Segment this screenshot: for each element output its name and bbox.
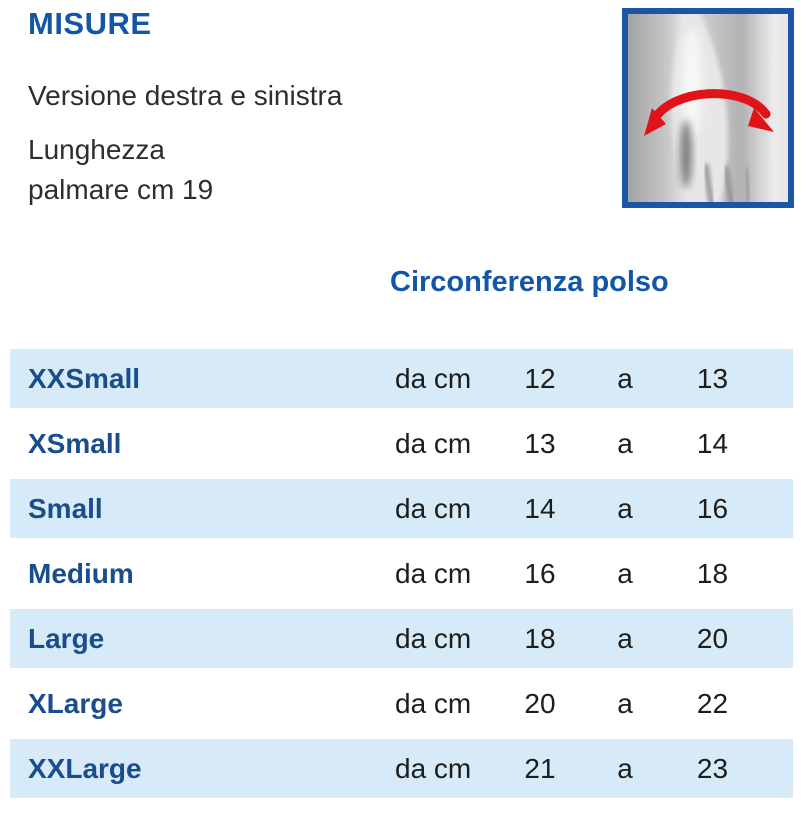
size-label: Small xyxy=(28,492,103,524)
palm-length-line2: palmare cm 19 xyxy=(28,174,214,205)
range-from: 21 xyxy=(524,752,556,784)
hand-wrist-illustration xyxy=(628,14,788,202)
size-label: Large xyxy=(28,622,105,654)
table-row-small xyxy=(10,479,793,538)
range-separator: a xyxy=(617,557,633,589)
table-row-xsmall xyxy=(10,414,793,473)
range-prefix: da cm xyxy=(395,362,472,394)
page-title: MISURE xyxy=(28,6,152,41)
range-from: 14 xyxy=(524,492,556,524)
range-prefix: da cm xyxy=(395,752,472,784)
size-label: XXLarge xyxy=(28,752,142,784)
range-from: 18 xyxy=(524,622,556,654)
size-label: XXSmall xyxy=(28,362,141,394)
range-from: 16 xyxy=(524,557,556,589)
palm-length-line1: Lunghezza xyxy=(28,134,166,165)
range-to: 14 xyxy=(696,427,729,459)
size-label: Medium xyxy=(28,557,134,589)
table-row-xxsmall xyxy=(10,349,793,408)
range-to: 20 xyxy=(696,622,729,654)
size-label: XSmall xyxy=(28,427,122,459)
range-separator: a xyxy=(617,492,633,524)
range-prefix: da cm xyxy=(395,622,472,654)
range-from: 13 xyxy=(524,427,556,459)
range-separator: a xyxy=(617,687,633,719)
wrist-measurement-photo xyxy=(622,8,794,208)
range-from: 20 xyxy=(524,687,556,719)
range-to: 18 xyxy=(696,557,729,589)
table-row-large xyxy=(10,609,793,668)
range-from: 12 xyxy=(524,362,556,394)
range-to: 22 xyxy=(696,687,729,719)
version-text: Versione destra e sinistra xyxy=(28,80,343,111)
range-prefix: da cm xyxy=(395,427,472,459)
table-row-medium xyxy=(10,544,793,603)
palm-length-text xyxy=(28,130,213,210)
range-to: 13 xyxy=(696,362,729,394)
size-table xyxy=(10,349,793,804)
range-to: 23 xyxy=(696,752,729,784)
range-separator: a xyxy=(617,362,633,394)
column-header-circonferenza-polso: Circonferenza polso xyxy=(390,266,669,298)
range-prefix: da cm xyxy=(395,492,472,524)
table-row-xlarge xyxy=(10,674,793,733)
range-to: 16 xyxy=(696,492,729,524)
table-row-xxlarge xyxy=(10,739,793,798)
size-label: XLarge xyxy=(28,687,123,719)
thumb-shadow xyxy=(680,120,692,188)
range-prefix: da cm xyxy=(395,687,472,719)
range-separator: a xyxy=(617,752,633,784)
range-prefix: da cm xyxy=(395,557,472,589)
range-separator: a xyxy=(617,427,633,459)
range-separator: a xyxy=(617,622,633,654)
